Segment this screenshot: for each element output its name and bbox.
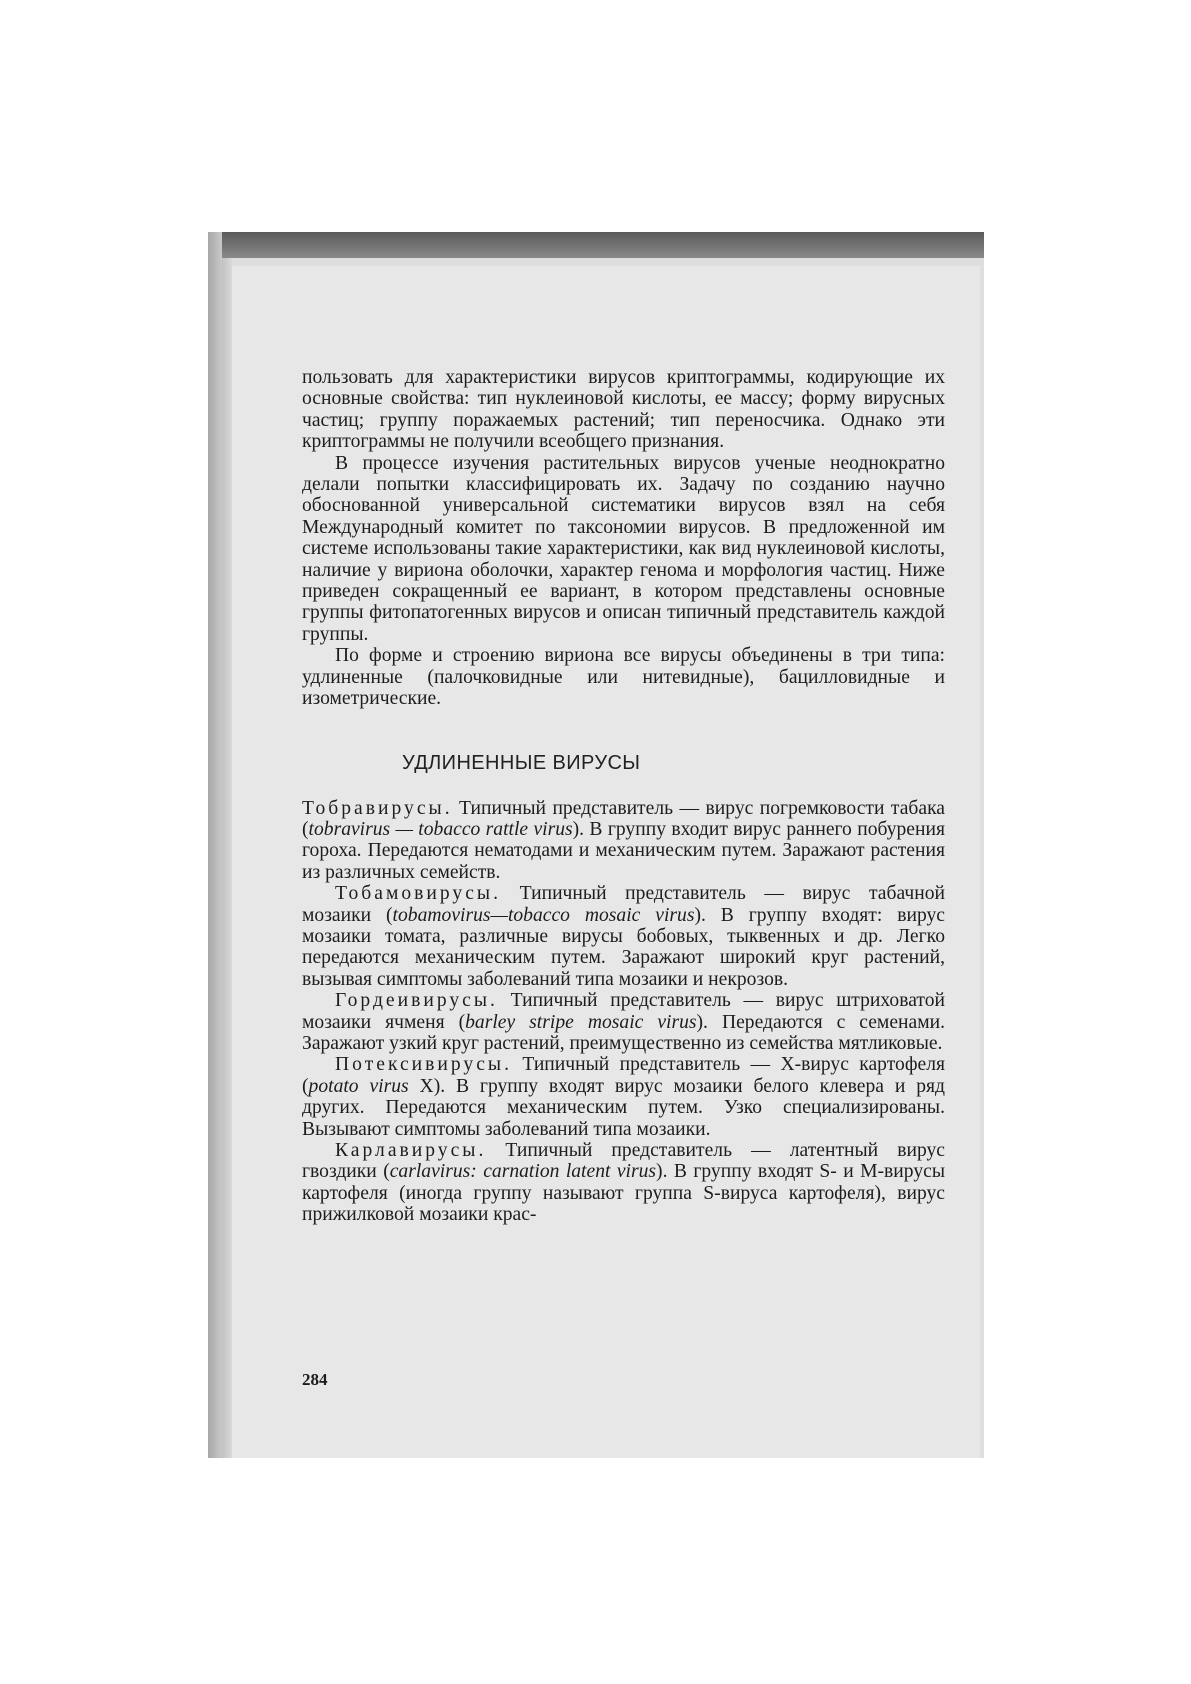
group-paragraph-carlaviruses: Карлавирусы. Типичный представитель — латентный вирус гвоздики (carlavirus: carnation latent virus). В группу входят S- и М-вирусы картофеля (иногда группу называют группа S-вируса картофеля), вирус прижилковой мозаики крас- [302, 1140, 945, 1226]
latin-name: barley stripe mosaic virus [465, 1011, 697, 1033]
scan-top-shadow [222, 232, 984, 258]
latin-name: tobravirus — tobacco rattle virus [308, 818, 573, 840]
page-number: 284 [302, 1370, 328, 1389]
group-name: Потексивирусы. [335, 1054, 512, 1076]
group-name: Тобамовирусы. [335, 883, 501, 905]
group-paragraph-tobamoviruses: Тобамовирусы. Типичный представитель — вирус табачной мозаики (tobamovirus—tobacco mosaic virus). В группу входят: вирус мозаики томата, различные вирусы бобовых, тыквенных и др. Легко передаются механическим путем. Заражают широкий круг растений, вызывая симптомы заболеваний типа мозаики и некрозов. [302, 883, 945, 990]
section-heading: УДЛИНЕННЫЕ ВИРУСЫ [402, 751, 641, 774]
group-name: Гордеивирусы. [335, 990, 498, 1012]
group-name: Тобравирусы. [302, 797, 453, 819]
intro-paragraph-2: В процессе изучения растительных вирусов ученые неоднократно делали попытки классифицировать их. Задачу по созданию научно обоснованной универсальной систематики вирусов взял на себя Международный комитет по таксономии вирусов. В предложенной им системе использованы такие характеристики, как вид нуклеиновой кислоты, наличие у вириона оболочки, характер генома и морфология частиц. Ниже приведен сокращенный ее вариант, в котором представлены основные группы фитопатогенных вирусов и описан типичный представитель каждой группы. [302, 452, 945, 645]
latin-name: potato virus [308, 1075, 409, 1097]
scan-left-edge [208, 232, 222, 1458]
intro-paragraph-1: пользовать для характеристики вирусов криптограммы, кодирующие их основные свойства: тип нуклеиновой кислоты, ее массу; форму вирусных частиц; группу поражаемых растений; тип переносчика. Однако эти криптограммы не получили всеобщего признания. [302, 367, 945, 453]
intro-paragraph-3: По форме и строению вириона все вирусы объединены в три типа: удлиненные (палочковидные или нитевидные), бацилловидные и изометрические. [302, 645, 945, 710]
group-paragraph-potexviruses: Потексивирусы. Типичный представитель — Х-вирус картофеля (potato virus X). В группу входят вирус мозаики белого клевера и ряд других. Передаются механическим путем. Узко специализированы. Вызывают симптомы заболеваний типа мозаики. [302, 1054, 945, 1140]
group-paragraph-hordeiviruses: Гордеивирусы. Типичный представитель — вирус штриховатой мозаики ячменя (barley stripe mosaic virus). Передаются с семенами. Заражают узкий круг растений, преимущественно из семейства мятликовые. [302, 990, 945, 1054]
latin-name: tobamovirus—tobacco mosaic virus [392, 904, 695, 926]
book-spine-shadow [222, 258, 232, 1458]
group-paragraph-tobraviruses: Тобравирусы. Типичный представитель — вирус погремковости табака (tobravirus — tobacco rattle virus). В группу входит вирус раннего побурения гороха. Передаются нематодами и механическим путем. Заражают растения из различных семейств. [302, 797, 945, 883]
page-text [302, 367, 945, 1226]
group-name: Карлавирусы. [335, 1140, 487, 1161]
latin-name: carlavirus: carnation latent virus [389, 1161, 657, 1183]
